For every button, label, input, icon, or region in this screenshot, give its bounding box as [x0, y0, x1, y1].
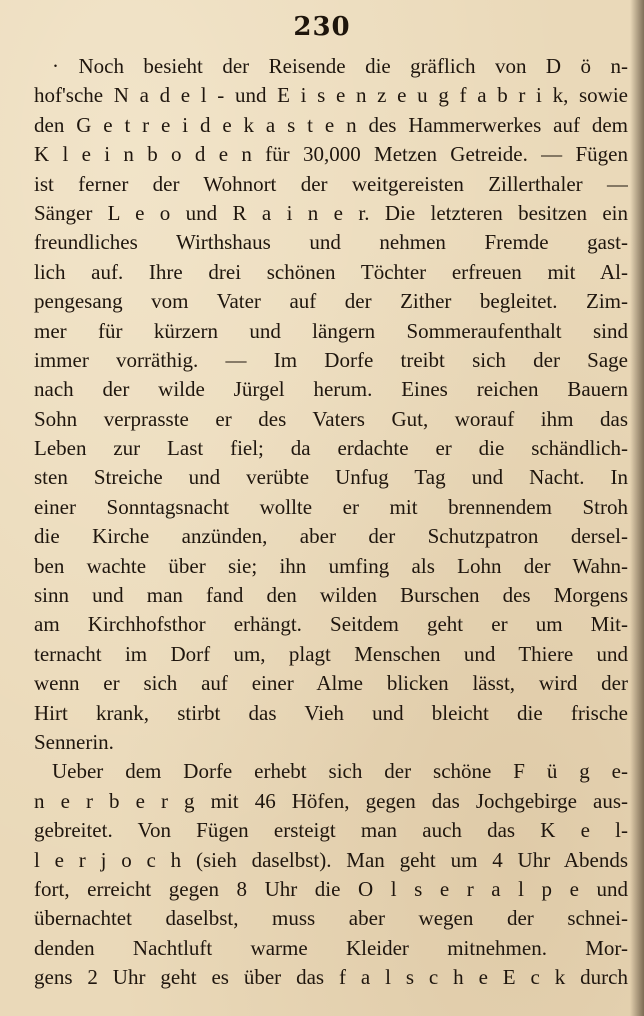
text-line: gens 2 Uhr geht es über das f a l s c h e E c k durch	[34, 965, 628, 990]
text-line: immer vorräthig. — Im Dorfe treibt sich der Sage	[34, 347, 628, 372]
text-line: pengesang vom Vater auf der Zither begleitet. Zim-	[34, 289, 628, 314]
text-line: ternacht im Dorf um, plagt Menschen und Thiere und	[34, 641, 628, 666]
text-line: sinn und man fand den wilden Burschen des Morgens	[34, 583, 628, 608]
body-text	[34, 52, 628, 993]
text-line: sten Streiche und verübte Unfug Tag und Nacht. In	[34, 465, 628, 490]
text-line: Sänger L e o und R a i n e r. Die letzteren besitzen ein	[34, 200, 628, 225]
page-edge-shadow	[630, 0, 644, 1016]
text-line: · Noch besieht der Reisende die gräflich von D ö n-	[52, 54, 628, 78]
text-line: die Kirche anzünden, aber der Schutzpatron dersel-	[34, 524, 628, 549]
text-line: freundliches Wirthshaus und nehmen Fremde gast-	[34, 230, 628, 255]
text-line: denden Nachtluft warme Kleider mitnehmen. Mor-	[34, 935, 628, 960]
text-line: Hirt krank, stirbt das Vieh und bleicht die frische	[34, 700, 628, 725]
text-line: einer Sonntagsnacht wollte er mit brennendem Stroh	[34, 494, 628, 519]
text-line: wenn er sich auf einer Alme blicken lässt, wird der	[34, 671, 628, 696]
text-line: Sohn verprasste er des Vaters Gut, worauf ihm das	[34, 406, 628, 431]
text-line: Ueber dem Dorfe erhebt sich der schöne F ü g e-	[52, 759, 628, 784]
text-line: l e r j o c h (sieh daselbst). Man geht um 4 Uhr Abends	[34, 847, 628, 872]
page-number: 230	[293, 12, 351, 42]
text-line: ben wachte über sie; ihn umfing als Lohn der Wahn-	[34, 553, 628, 578]
text-line: fort, erreicht gegen 8 Uhr die O l s e r a l p e und	[34, 876, 628, 901]
text-line: Leben zur Last fiel; da erdachte er die schändlich-	[34, 436, 628, 461]
text-line: gebreitet. Von Fügen ersteigt man auch das K e l-	[34, 818, 628, 843]
text-line: mer für kürzern und längern Sommeraufenthalt sind	[34, 318, 628, 343]
text-line: hof'sche N a d e l - und E i s e n z e u g f a b r i k, sowie	[34, 83, 628, 108]
text-line: am Kirchhofsthor erhängt. Seitdem geht er um Mit-	[34, 612, 628, 637]
text-line: K l e i n b o d e n für 30,000 Metzen Getreide. — Fügen	[34, 142, 628, 167]
text-line: übernachtet daselbst, muss aber wegen der schnei-	[34, 906, 628, 931]
text-line: Sennerin.	[34, 729, 114, 754]
text-line: den G e t r e i d e k a s t e n des Hammerwerkes auf dem	[34, 112, 628, 137]
text-line: n e r b e r g mit 46 Höfen, gegen das Jochgebirge aus-	[34, 788, 628, 813]
text-line: lich auf. Ihre drei schönen Töchter erfreuen mit Al-	[34, 259, 628, 284]
text-line: ist ferner der Wohnort der weitgereisten Zillerthaler —	[34, 171, 628, 196]
text-line: nach der wilde Jürgel herum. Eines reichen Bauern	[34, 377, 628, 402]
